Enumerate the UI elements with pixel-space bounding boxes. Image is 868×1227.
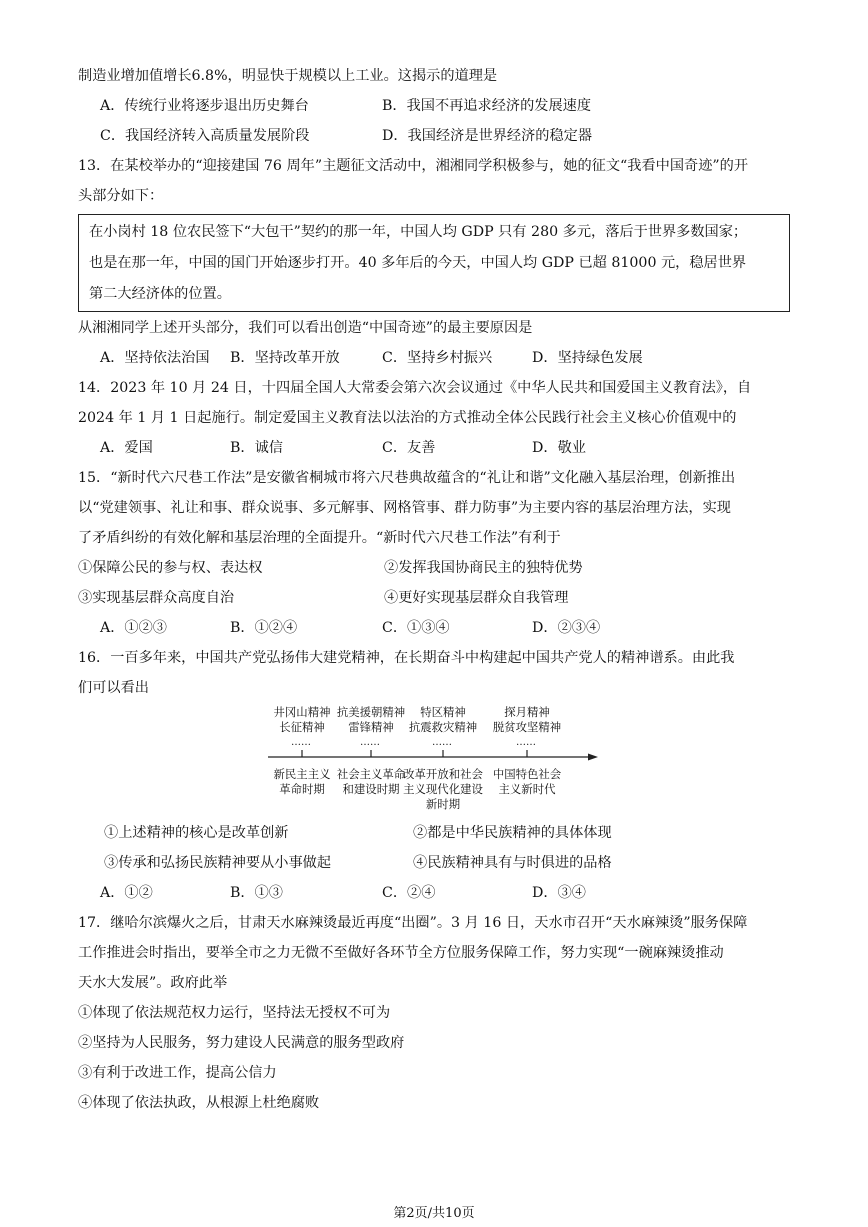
- q16-item-4: ④民族精神具有与时俱进的品格: [413, 855, 612, 871]
- q16-option-a: A．①②: [100, 885, 153, 901]
- q15-option-b: B．①②④: [230, 620, 298, 636]
- spirit-label: 长征精神: [279, 720, 325, 734]
- timeline-ellipsis: ……: [432, 737, 452, 748]
- q14-option-b: B．诚信: [230, 440, 283, 456]
- q17-stem-line-2: 工作推进会时指出，要举全市之力无微不至做好各环节全方位服务保障工作，努力实现“一碗麻辣烫推动: [78, 945, 724, 961]
- spirit-label: 抗美援朝精神: [336, 705, 406, 719]
- period-label: 新民主主义: [273, 767, 331, 781]
- q12-option-c: C．我国经济转入高质量发展阶段: [100, 128, 310, 144]
- q14-option-d: D．敬业: [532, 440, 586, 456]
- q13-stem-line-1: 13．在某校举办的“迎接建国 76 周年”主题征文活动中，湘湘同学积极参与，她的征文“我看中国奇迹”的开: [78, 158, 749, 174]
- spirit-label: 井冈山精神: [273, 705, 331, 719]
- q15-item-1: ①保障公民的参与权、表达权: [78, 560, 263, 576]
- q13-option-a: A．坚持依法治国: [100, 350, 210, 366]
- q15-option-d: D．②③④: [532, 620, 601, 636]
- period-label: 主义新时代: [498, 782, 556, 796]
- period-label: 中国特色社会: [492, 767, 562, 781]
- period-label: 新时期: [425, 797, 461, 811]
- q12-stem-line: 制造业增加值增长6.8%，明显快于规模以上工业。这揭示的道理是: [78, 68, 498, 84]
- q13-option-b: B．坚持改革开放: [230, 350, 340, 366]
- q13-option-d: D．坚持绿色发展: [532, 350, 643, 366]
- q15-stem-line-3: 了矛盾纠纷的有效化解和基层治理的全面提升。“新时代六尺巷工作法”有利于: [78, 530, 561, 546]
- q15-item-3: ③实现基层群众高度自治: [78, 590, 235, 606]
- q16-option-c: C．②④: [382, 885, 436, 901]
- q16-item-2: ②都是中华民族精神的具体体现: [413, 825, 612, 841]
- q14-option-c: C．友善: [382, 440, 436, 456]
- q17-stem-line-3: 天水大发展”。政府此举: [78, 975, 228, 991]
- period-label: 主义现代化建设: [403, 782, 483, 796]
- spirit-label: 抗震救灾精神: [408, 720, 478, 734]
- period-label: 和建设时期: [342, 782, 400, 796]
- q12-option-d: D．我国经济是世界经济的稳定器: [382, 128, 593, 144]
- spirit-label: 探月精神: [504, 705, 550, 719]
- q12-option-a: A．传统行业将逐步退出历史舞台: [100, 98, 309, 114]
- q17-item-4: ④体现了依法执政，从根源上杜绝腐败: [78, 1095, 320, 1111]
- q17-item-1: ①体现了依法规范权力运行，坚持法无授权不可为: [78, 1005, 391, 1021]
- q14-stem-line-1: 14．2023 年 10 月 24 日，十四届全国人大常委会第六次会议通过《中华人民共和国爱国主义教育法》，自: [78, 380, 752, 396]
- q13-question: 从湘湘同学上述开头部分，我们可以看出创造“中国奇迹”的最主要原因是: [78, 320, 533, 336]
- page-number: 第2页/共10页: [393, 1206, 475, 1221]
- q13-quote-line-1: 在小岗村 18 位农民签下“大包干”契约的那一年，中国人均 GDP 只有 280 多元，落后于世界多数国家；: [89, 224, 748, 240]
- q15-stem-line-1: 15．“新时代六尺巷工作法”是安徽省桐城市将六尺巷典故蕴含的“礼让和谐”文化融入基层治理，创新推出: [78, 470, 736, 486]
- q14-option-a: A．爱国: [100, 440, 153, 456]
- q14-stem-line-2: 2024 年 1 月 1 日起施行。制定爱国主义教育法以法治的方式推动全体公民践行社会主义核心价值观中的: [78, 410, 737, 426]
- q16-option-b: B．①③: [230, 885, 283, 901]
- q16-item-3: ③传承和弘扬民族精神要从小事做起: [104, 855, 332, 871]
- timeline-ellipsis: ……: [291, 737, 311, 748]
- spirit-label: 特区精神: [420, 705, 466, 719]
- period-label: 社会主义革命: [336, 767, 406, 781]
- q15-item-4: ④更好实现基层群众自我管理: [384, 590, 569, 606]
- q15-option-a: A．①②③: [100, 620, 167, 636]
- q13-stem-line-2: 头部分如下：: [78, 188, 164, 204]
- q17-stem-line-1: 17．继哈尔滨爆火之后，甘肃天水麻辣烫最近再度“出圈”。3 月 16 日，天水市召开“天水麻辣烫”服务保障: [78, 915, 748, 931]
- q15-item-2: ②发挥我国协商民主的独特优势: [384, 560, 583, 576]
- timeline-arrowhead: [588, 754, 598, 761]
- q16-item-1: ①上述精神的核心是改革创新: [104, 825, 289, 841]
- spirit-label: 雷锋精神: [348, 720, 394, 734]
- q16-stem-line-2: 们可以看出: [78, 680, 149, 696]
- timeline-ellipsis: ……: [360, 737, 380, 748]
- q16-stem-line-1: 16．一百多年来，中国共产党弘扬伟大建党精神，在长期奋斗中构建起中国共产党人的精神谱系。由此我: [78, 650, 735, 666]
- q17-item-3: ③有利于改进工作，提高公信力: [78, 1065, 277, 1081]
- spirit-label: 脱贫攻坚精神: [492, 720, 562, 734]
- period-label: 改革开放和社会: [403, 767, 483, 781]
- q16-option-d: D．③④: [532, 885, 586, 901]
- q13-option-c: C．坚持乡村振兴: [382, 350, 493, 366]
- period-label: 革命时期: [279, 782, 325, 796]
- q15-stem-line-2: 以“党建领事、礼让和事、群众说事、多元解事、网格管事、群力防事”为主要内容的基层治理方法，实现: [78, 500, 731, 516]
- q13-quote-line-2: 也是在那一年，中国的国门开始逐步打开。40 多年后的今天，中国人均 GDP 已超 81000 元，稳居世界: [89, 255, 747, 271]
- q13-quote-line-3: 第二大经济体的位置。: [89, 286, 231, 302]
- q15-option-c: C．①③④: [382, 620, 450, 636]
- timeline-ellipsis: ……: [516, 737, 536, 748]
- q17-item-2: ②坚持为人民服务，努力建设人民满意的服务型政府: [78, 1035, 405, 1051]
- q12-option-b: B．我国不再追求经济的发展速度: [382, 98, 592, 114]
